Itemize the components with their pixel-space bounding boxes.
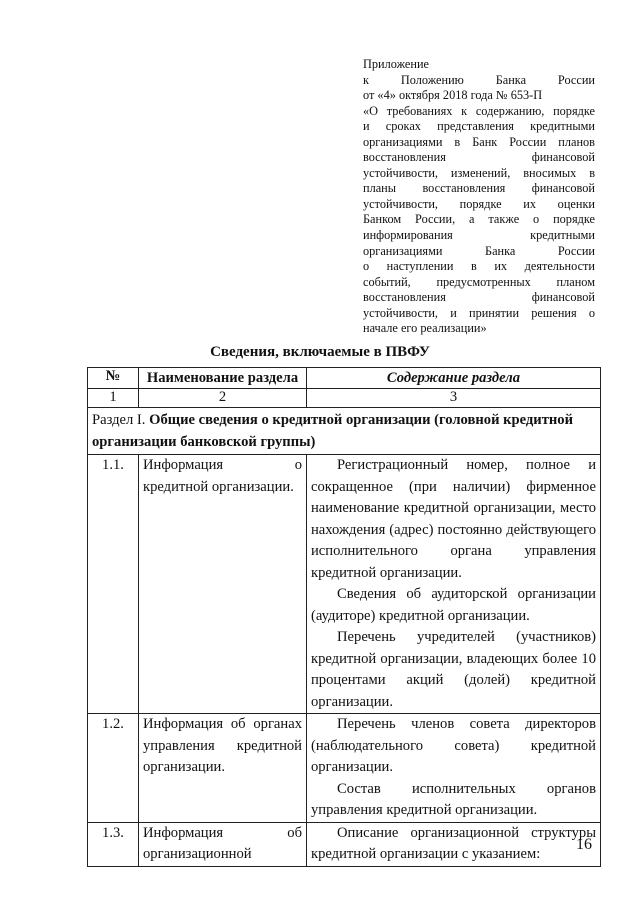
content-paragraph: Сведения об аудиторской организации (аудиторе) кредитной организации. [311,586,596,624]
appendix-line: устойчивости, и принятии решения о [363,305,595,320]
column-number: 3 [307,389,601,408]
column-number: 1 [88,389,139,408]
row-content [307,714,601,823]
appendix-line: устойчивости, порядке их оценки [363,196,595,211]
row-section-name [139,822,307,866]
column-number-row [88,389,601,408]
appendix-line: организациями Банка России [363,243,595,258]
row-name-line: кредитной организации. [143,478,294,495]
content-paragraph: Перечень членов совета директоров (наблюдательного совета) кредитной организации. [311,716,596,775]
row-number: 1.2. [88,714,139,823]
appendix-line: Приложение [363,57,429,71]
content-paragraph: Описание организационной структуры кредитной организации с указанием: [311,824,596,862]
document-title: Сведения, включаемые в ПВФУ [210,344,430,360]
content-paragraph: Перечень учредителей (участников) кредитной организации, владеющих более 10 процентами акций (долей) кредитной организации. [311,629,596,710]
row-name-line: управления кредитной [143,737,302,754]
appendix-line: восстановления финансовой [363,290,595,305]
section-heading-row [88,408,601,455]
table-row [88,455,601,714]
table-header-row [88,368,601,389]
header-section-content: Содержание раздела [307,368,601,389]
appendix-line: устойчивости, изменений, вносимых в [363,165,595,180]
column-number: 2 [139,389,307,408]
row-name-line: Информация об [143,824,302,841]
row-section-name [139,714,307,823]
pvfu-table [87,367,601,867]
row-content [307,822,601,866]
row-number: 1.3. [88,822,139,866]
appendix-line: Банком России, а также о порядке [363,212,595,227]
appendix-line: и сроках представления кредитными [363,119,595,134]
row-name-line: Информация об органах [143,716,302,732]
row-name-line: организации. [143,759,225,775]
section-prefix: Раздел I. [92,412,150,428]
content-paragraph: Регистрационный номер, полное и сокращенное (при наличии) фирменное наименование кредитной организации, место нахождения (адрес) постоянно действующего исполнительного органа управления кредитной организации. [311,457,596,581]
section-heading [88,408,601,455]
row-name-line: Информация о [143,457,302,473]
appendix-line: о наступлении в их деятельности [363,259,595,274]
appendix-line: начале его реализации» [363,321,487,336]
appendix-line: планы восстановления финансовой [363,181,595,196]
appendix-line: от «4» октября 2018 года № 653-П [363,88,543,103]
appendix-line: «О требованиях к содержанию, порядке [363,103,595,118]
appendix-line: восстановления финансовой [363,150,595,165]
appendix-line: к Положению Банка России [363,72,595,87]
page-number: 16 [576,836,592,853]
section-title: Общие сведения о кредитной организации (головной кредитной организации банковской группы) [92,412,574,450]
appendix-line: событий, предусмотренных планом [363,274,595,289]
header-number: № [88,368,139,389]
table-row [88,822,601,866]
row-number: 1.1. [88,455,139,714]
header-section-name: Наименование раздела [139,368,307,389]
row-content [307,455,601,714]
appendix-line: организациями в Банк России планов [363,134,595,149]
appendix-line: информирования кредитными [363,228,595,243]
table-row [88,714,601,823]
row-section-name [139,455,307,714]
content-paragraph: Состав исполнительных органов управления кредитной организации. [311,780,596,818]
row-name-line: организационной [143,846,252,862]
appendix-reference-block [363,57,595,337]
